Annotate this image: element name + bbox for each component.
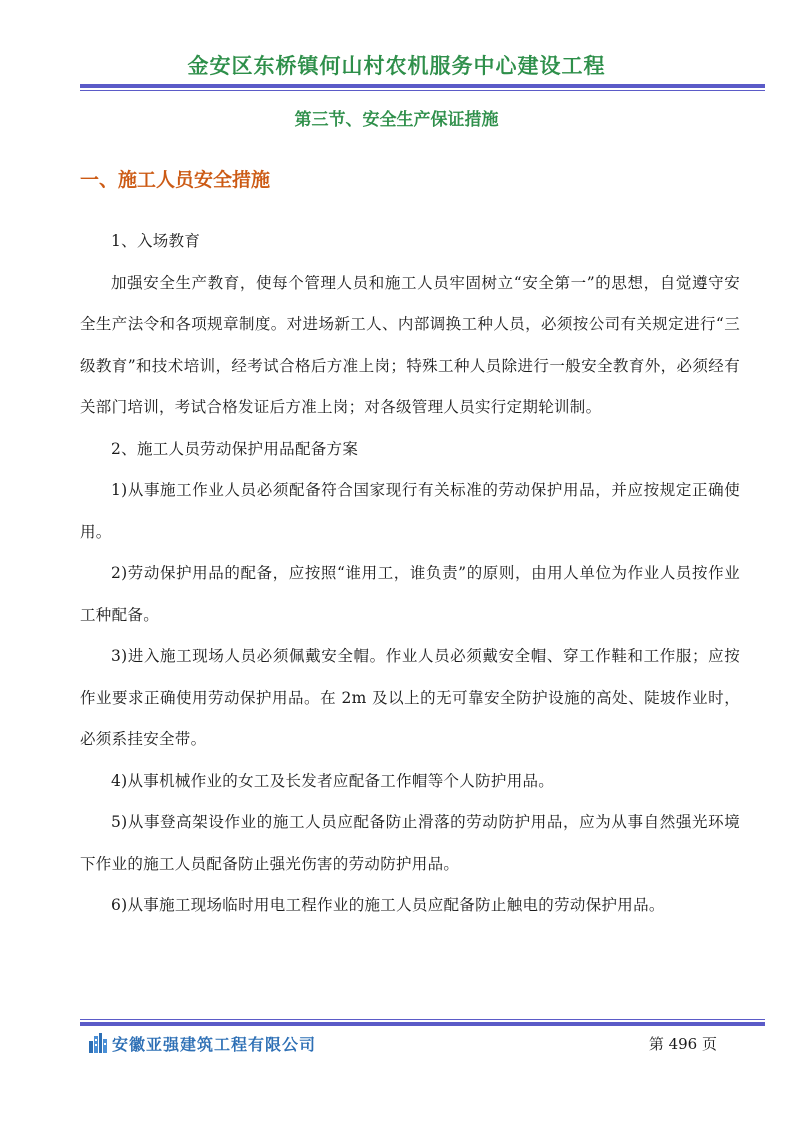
body-content: [80, 221, 740, 927]
paragraph-education-text: 加强安全生产教育，使每个管理人员和施工人员牢固树立“安全第一”的思想，自觉遵守安全生产法令和各项规章制度。对进场新工人、内部调换工种人员，必须按公司有关规定进行“三级教育”和技术培训，经考试合格后方准上岗；特殊工种人员除进行一般安全教育外，必须经有关部门培训，考试合格发证后方准上岗；对各级管理人员实行定期轮训制。: [80, 273, 740, 416]
section-title: 第三节、安全生产保证措施: [294, 110, 499, 130]
company-name: 安徽亚强建筑工程有限公司: [112, 1034, 317, 1054]
page-number: 第 496 页: [648, 1035, 717, 1053]
footer-company: [88, 1031, 316, 1055]
header-rule-thin: [80, 90, 765, 91]
document-header-title: 金安区东桥镇何山村农机服务中心建设工程: [187, 54, 606, 78]
footer-rule-thin: [80, 1019, 765, 1020]
subheading-entry-education: 1、入场教育: [111, 232, 201, 250]
header-rule-thick: [80, 84, 765, 88]
paragraph-ppe-item-4: 4)从事机械作业的女工及长发者应配备工作帽等个人防护用品。: [111, 771, 555, 790]
paragraph-ppe-item-6: 6)从事施工现场临时用电工程作业的施工人员应配备防止触电的劳动保护用品。: [111, 896, 665, 914]
building-logo-icon: [88, 1033, 108, 1053]
subheading-ppe-plan: 2、施工人员劳动保护用品配备方案: [111, 439, 359, 458]
paragraph-ppe-item-2: 2)劳动保护用品的配备，应按照“谁用工，谁负责”的原则，由用人单位为作业人员按作业工种配备。: [80, 564, 740, 624]
heading-level-1: 一、施工人员安全措施: [80, 169, 271, 191]
footer-rule-thick: [80, 1022, 765, 1026]
paragraph-ppe-item-5: 5)从事登高架设作业的施工人员应配备防止滑落的劳动防护用品，应为从事自然强光环境下作业的施工人员配备防止强光伤害的劳动防护用品。: [80, 813, 740, 873]
paragraph-ppe-item-3: 3)进入施工现场人员必须佩戴安全帽。作业人员必须戴安全帽、穿工作鞋和工作服；应按作业要求正确使用劳动保护用品。在 2m 及以上的无可靠安全防护设施的高处、陡坡作业时，必须系挂安全带。: [80, 647, 740, 748]
paragraph-ppe-item-1: 1)从事施工作业人员必须配备符合国家现行有关标准的劳动保护用品，并应按规定正确使用。: [80, 481, 740, 541]
